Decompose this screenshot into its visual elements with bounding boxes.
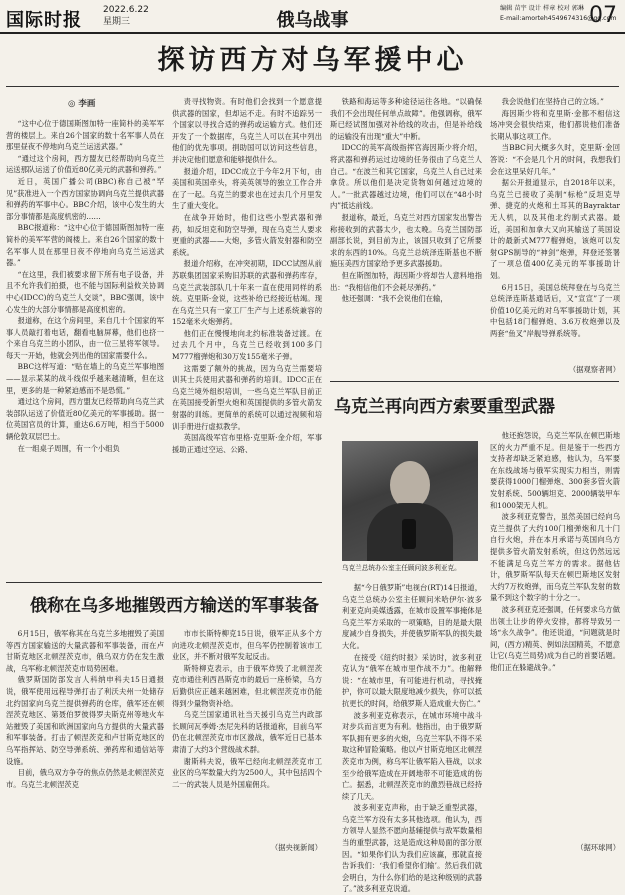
paragraph: 铁路和海运等多种途径运往各地。“以确保我们不会出现任何单点故障”。他强调称，俄军斯已经试图加强对补给线的攻击，但是补给线的运输没有出现“重大”中断。 — [330, 97, 482, 141]
paragraph: 他还强调：“我不会说他们在输， — [341, 294, 448, 304]
newspaper-logo: 国际时报 — [6, 10, 82, 31]
third-article-headline: 俄称在乌多地摧毁西方输送的军事装备 — [30, 596, 319, 616]
paragraph: 据公开报道显示，自2018年以来，乌克兰已接收了美制“标枪”反坦克导弹、捷克的火炮和土耳其的Bayraktar无人机，以及其他北约制式武器。最近，美国和加拿大又向其输送了英国设计的最新式M777榴弹炮，该炮可以发射GPS制导的“神剑”炮弹，拜登还签署了一项总值400亿美元的军事援助计划。 — [490, 178, 620, 280]
paragraph: 海因斯少将和克里斯·金都不相信这场冲突会很快结束，他们都说他们准备长期从事这项工作。 — [490, 108, 620, 141]
editor-names: 编辑 苗宇 设计 样章 校对 郭琳 — [500, 5, 585, 12]
paragraph: 这需要了额外的挑战，因为乌克兰需要培训其士兵使用武器和弹药的培训。IDCC正在乌克兰境外组织培训，一些乌克兰军队目前正在英国接受新型火炮和英国提供的多管火箭发射器的训练。更简单的系统可以通过视频和培训手册进行虚拟教学。 — [172, 363, 322, 431]
paragraph: 英国高级军官布里格·克里斯·金介绍，军事援助正通过空运、公路、 — [172, 433, 322, 454]
headline-divider — [6, 86, 619, 87]
paragraph: “通过这个房间，西方盟友已经帮助向乌克兰运送那队运送了价值近80亿美元的武器和弹药。” — [6, 153, 164, 175]
paragraph: 俄罗斯国防部发言人科纳申科夫15日通报说，俄军使用远程导弹打击了利沃夫州一处储存北约国家向乌克兰提供弹药的仓库，俄军还在顿涅茨克地区、第聂伯罗彼得罗夫斯克州等地火车站摧毁了美国和欧洲国家向乌方提供的大量武器和军事装备。打击了顿涅茨克和卢甘斯克地区的乌军指挥站、防空导弹系统、弹药库和通信站等设施。 — [6, 675, 164, 766]
paragraph: 据“今日俄罗斯”电视台(RT)14日报道，乌克兰总统办公室主任顾问米哈伊尔·波多利亚克向美媒透露，在城市设置军事掩体是乌克兰军方采取的一项策略，目的是最大限度减少自身损失，并使俄罗斯军队的损失最大化。 — [342, 583, 482, 650]
paragraph: “这中心位于德国斯图加特一座简朴的美军军营的楼层上。来自26个国家的数十名军事人员在那里昼夜不停地向乌克兰运送武器。” — [6, 119, 164, 152]
main-headline: 探访西方对乌军援中心 — [157, 45, 468, 76]
paragraph: 斯特柳克表示，由于俄军炸毁了北顿涅茨克市通往利西昌斯克市的最后一座桥梁，乌方后勤供应正越来越困难，但北顿涅茨克市仍能得到少量物资补给。 — [172, 663, 322, 708]
main-article-column-1 — [6, 118, 164, 580]
editor-email: E-mail:amorteh4549674316@qq.com — [500, 15, 617, 22]
page-number: 07 — [589, 3, 617, 28]
paragraph: IDCC的英军高级指挥官海因斯少将介绍，将武器和弹药运过边境的任务很由了乌克兰人自己。“在波兰和其它国家，乌克兰人自己过来拿货。所以他们是决定货物如何越过边境的人。”一批武器越过边境，他们可以在“48小时内”抵达前线。 — [330, 143, 482, 211]
paragraph: 报道称，在这个房间里，来自几十个国家的军事人员敲打着电话，翻看电脑屏幕，他们也挤一个来自乌克兰的小团队，由一位三星将军领导。每天一开始，他就会列出他的国家需要什么。 — [6, 316, 164, 360]
paragraph: 近日，英国广播公司(BBC)称自己被“罕见”获准进入一个西方国家协调向乌克兰提供武器和弹药的军事中心。BBC介绍，该中心发生的大部分事情都是高度机密的…… — [6, 176, 164, 221]
second-article-column-1 — [342, 582, 482, 894]
byline: ◎ 李画 — [68, 99, 96, 109]
third-article-column-2 — [172, 628, 322, 840]
paragraph: 他还抱怨说，乌克兰军队在顿巴斯地区的火力严重不足。但是鉴于一些西方支持者却缺乏紧迫感，他认为，乌军要在东线战场与俄军实现实力相当，则需要获得1000门榴弹炮、300套多管火箭发射系统、500辆坦克、2000辆装甲车和1000架无人机。 — [490, 431, 620, 510]
paragraph: 但在斯图加特，海因斯少将却告人意料地指出：“我相信他们不会耗尽弹药。” — [330, 270, 482, 292]
paragraph: 波多利亚克警告，虽然美国已经向乌克兰提供了大约100门榴弹炮和几十门自行火炮，并在本月承诺与英国向乌方提供多管火箭发射系统，但这仍然远远不能满足乌克兰军方的需求。据他估计，俄罗斯军队每天在顿巴斯地区发射大约7万枚炮弹，而乌克兰军队发射的数量不到这个数字的十分之一。 — [490, 512, 620, 603]
paragraph: “在这里，我们被要求留下所有电子设备，并且不允许我们拍摄，也不能与国际利益攸关协调中心(IDCC)的乌克兰人交谈”，BBC强调，该中心发生的大部分事情都是高度机密的。 — [6, 269, 164, 314]
photo-figure-head — [390, 461, 430, 509]
paragraph: 报道介绍，IDCC成立于今年2月下旬，由美国和英国牵头，将美英领导的独立工作合并在了一起。乌克兰的要求也在过去几个月里发生了重大变化。 — [172, 166, 322, 211]
paragraph: 报道介绍称，在冲突初期，IDCC试图从前苏联集团国家采购旧苏联的武器和弹药库存，乌克兰武装部队几十年来一直在使用同样的系统。克里斯·金说，这些补给已经接近枯竭。现在乌克兰只有一家工厂生产与上述系统兼容的152毫米火炮弹药。 — [172, 259, 322, 327]
third-article-credit: （据央视新闻） — [270, 843, 322, 852]
paragraph: 波多利亚克声称，由于缺乏重型武器，乌克兰军方没有太多其他选项。他认为，西方领导人显然不愿向基辅提供与敌军数量相当的重型武器，这是造成这种局面的部分原因。“如果你们认为我们应该赢，那就直接告诉我们：‘我们希望你们输’。然后我们就会明白，为什么你们给的是这种级别的武器了。”波多利亚克说道。 — [342, 803, 482, 894]
main-article-column-3 — [330, 96, 482, 356]
paragraph: 当BBC问大概多久时，克里斯·金回答说：“不会是几个月的时间，我想我们会在这里呆好几年。” — [490, 143, 620, 176]
paragraph: 在一组桌子周围，有一个小组负 — [17, 443, 120, 453]
paragraph: 责寻找物资。有时他们会找到一个愿意提供武器的国家，但却运不走。有时不追踪另一个国家以寻找合适的弹药或运输方式。他们还开发了一个数据库，乌克兰人可以在其中列出他们的优先事项。捐助国可以访问这些信息，并决定他们愿意和能够提供什么。 — [172, 97, 322, 164]
paragraph: 在战争开始时，他们这些小型武器和弹药，如反坦克和防空导弹，现在乌克兰人要求更重的武器——大炮，多管火箭发射器和防空系统。 — [172, 212, 322, 257]
paragraph: 通过这个房间，西方盟友已经帮助向乌克兰武装部队运送了价值近80亿美元的军事援助。据一位英国官员的计算，重达6.6万吨，相当于5000辆伦敦双层巴士。 — [6, 397, 164, 442]
paragraph: 乌克兰国家通讯社当天援引乌克兰内政部长顾问瓦季姆·杰尼先科的话报道称，目前乌军仍在北顿涅茨克市市区激战，俄军近日已基本肃清了大约3个营级战术群。 — [172, 710, 322, 754]
microphone-icon — [402, 519, 416, 549]
weekday-text: 星期三 — [103, 17, 131, 27]
paragraph: BBC报道称：“这中心位于德国斯图加特一座简朴的美军军营的阁楼上。来自26个国家的数十名军事人员在那里日夜不停地向乌克兰运送武器。” — [6, 223, 164, 268]
date-text: 2022.6.22 — [103, 5, 149, 15]
paragraph: 报道称，最近，乌克兰对西方国家发出警告称接收到的武器太少，也太晚。乌克兰国防部副部长说，到目前为止，该国只收到了它所要求的东西的10%。乌克兰总统泽连斯基也不断施压美西方国家给予更多武器援助。 — [330, 212, 482, 269]
main-article-credit: （据观察者网） — [568, 365, 620, 374]
second-article-column-2 — [490, 430, 620, 838]
paragraph: 市市长斯特柳克15日说，俄军正从多个方向进攻北顿涅茨克市，但乌军仍控制着该市工业区，并不断对俄军发起反击。 — [172, 629, 322, 662]
paragraph: 6月15日，俄军称其在乌克兰多地摧毁了美国等西方国家输送的大量武器和军事装备，而在卢甘斯克地区北顿涅茨克市，俄乌双方仍在发生激战，乌军称北顿涅茨克市局势困难。 — [6, 629, 164, 673]
paragraph: 波多利亚克还强调，任何要求乌方做出领土让步的停火安排，都将导致另一场“永久战争”。他还说道，“问题就是时间，(西方)精英、例如法国精英，不愿意让它(乌克兰局势)成为自己的首要话题。他们正在躲避战争。” — [490, 604, 620, 672]
section-divider — [6, 582, 322, 583]
portrait-photo — [342, 441, 478, 561]
paragraph: 谢斯科夫说，俄军已经向北顿涅茨克市工业区的乌军数量大约为2500人，其中包括四个二一的武装人员是外国雇佣兵。 — [172, 756, 322, 789]
photo-caption: 乌克兰总统办公室主任顾问波多利亚克。 — [342, 564, 461, 572]
third-article-column-1 — [6, 628, 164, 856]
masthead — [0, 0, 625, 34]
paragraph: 波多利亚克称表示，在城市环境中战斗对步兵而言更为有利。他指出，由于俄罗斯军队拥有更多的火炮，乌克兰军队不得不采取这种冒险策略。他以卢甘斯克地区北顿涅茨克市为例，称乌军让俄军陷入巷战，以求至少给俄军造成在开阔地带不可能造成的伤亡。据悉，北顿涅茨克市的激烈巷战已经持续了几天。 — [342, 710, 482, 801]
paragraph: BBC这样写道：“贴在墙上的乌克兰军事地图——显示某某的战斗线似乎越来越清晰，但在这里，更多的是一种紧迫感而不是恐慌。” — [6, 362, 164, 395]
section-divider — [330, 381, 619, 382]
main-article-column-4 — [490, 96, 620, 364]
paragraph: 目前，俄乌双方争夺的焦点仍然是北顿涅茨克市。乌克兰北顿涅茨克 — [6, 768, 164, 789]
second-article-headline: 乌克兰再向西方索要重型武器 — [334, 397, 555, 417]
paragraph: 在接受《纽约时报》采访时，波多利亚克认为“俄军在城市里作战不力”。他解释说：“在城市里，有可能进行机动，寻找掩护，你可以最大限度地减少损失，你可以抵抗更长的时间，给俄罗斯人造成重大伤亡。” — [342, 652, 482, 708]
main-article-column-2 — [172, 96, 322, 580]
section-title: 俄乌战事 — [276, 10, 349, 31]
paragraph: 他们正在慢慢地向北约标准装备过渡。在过去几个月中，乌克兰已经收到100多门M777榴弹炮和30万发155毫米子弹。 — [172, 328, 322, 362]
paragraph: 我会说他们在坚持自己的立场。” — [501, 97, 604, 106]
second-article-credit: （据环球网） — [576, 843, 620, 852]
paragraph: 6月15日，美国总统拜登在与乌克兰总统泽连斯基通话后，又“宣宣”了一项价值10亿美元的对乌军事援助计划，其中包括18门榴弹炮、3.6万枚炮弹以及两套“鱼叉”岸舰导弹系统等。 — [490, 282, 620, 338]
